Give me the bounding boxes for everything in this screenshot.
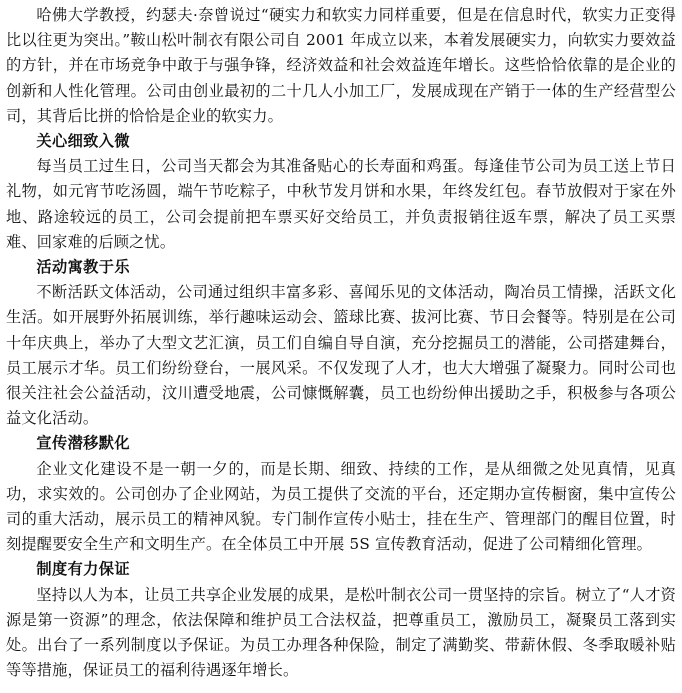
section-heading-publicity: 宣传潜移默化 bbox=[36, 434, 130, 453]
section-heading-system: 制度有力保证 bbox=[36, 560, 130, 579]
section-paragraph-care: 每当员工过生日，公司当天都会为其准备贴心的长寿面和鸡蛋。每逢佳节公司为员工送上节日礼物，如元宵节吃汤圆，端午节吃粽子，中秋节发月饼和水果，年终发红包。春节放假对于家在外地、路途较远的员工，公司会提前把车票买好交给员工，并负责报销往返车票，解决了员工买票难、回家难的后顾之忧。 bbox=[6, 157, 676, 251]
section-heading-care: 关心细致入微 bbox=[36, 132, 130, 151]
section-heading-activities: 活动寓教于乐 bbox=[36, 258, 130, 277]
section-paragraph-system: 坚持以人为本，让员工共享企业发展的成果，是松叶制衣公司一贯坚持的宗旨。树立了“人才资源是第一资源”的理念，依法保障和维护员工合法权益，把尊重员工，激励员工，凝聚员工落到实处。出台了一系列制度以予保证。为员工办理各种保险，制定了满勤奖、带薪休假、冬季取暖补贴等等措施，保证员工的福利待遇逐年增长。 bbox=[6, 585, 676, 680]
section-paragraph-activities: 不断活跃文体活动，公司通过组织丰富多彩、喜闻乐见的文体活动，陶冶员工情操，活跃文化生活。如开展野外拓展训练，举行趣味运动会、篮球比赛、拔河比赛、节日会餐等。特别是在公司十年庆典上，举办了大型文艺汇演，员工们自编自导自演，充分挖掘员工的潜能，公司搭建舞台，员工展示才华。员工们纷纷登台，一展风采。不仅发现了人才，也大大增强了凝聚力。同时公司也很关注社会公益活动，汶川遭受地震，公司慷慨解囊，员工也纷纷伸出援助之手，积极参与各项公益文化活动。 bbox=[6, 283, 676, 428]
section-paragraph-publicity: 企业文化建设不是一朝一夕的，而是长期、细致、持续的工作，是从细微之处见真情，见真功，求实效的。公司创办了企业网站，为员工提供了交流的平台，还定期办宣传橱窗，集中宣传公司的重大活动，展示员工的精神风貌。专门制作宣传小贴士，挂在生产、管理部门的醒目位置，时刻提醒要安全生产和文明生产。在全体员工中开展 5S 宣传教育活动，促进了公司精细化管理。 bbox=[6, 459, 676, 554]
intro-paragraph: 哈佛大学教授，约瑟夫·奈曾说过“硬实力和软实力同样重要，但是在信息时代，软实力正变得比以往更为突出。”鞍山松叶制衣有限公司自 2001 年成立以来，本着发展硬实力，向软实力要效益的方针，并在市场竞争中敢于与强争锋，经济效益和社会效益连年增长。这些恰恰依靠的是企业的创新和人性化管理。公司由创业最初的二十几人小加工厂，发展成现在产销于一体的生产经营型公司，其背后比拼的恰恰是企业的软实力。 bbox=[6, 6, 676, 125]
